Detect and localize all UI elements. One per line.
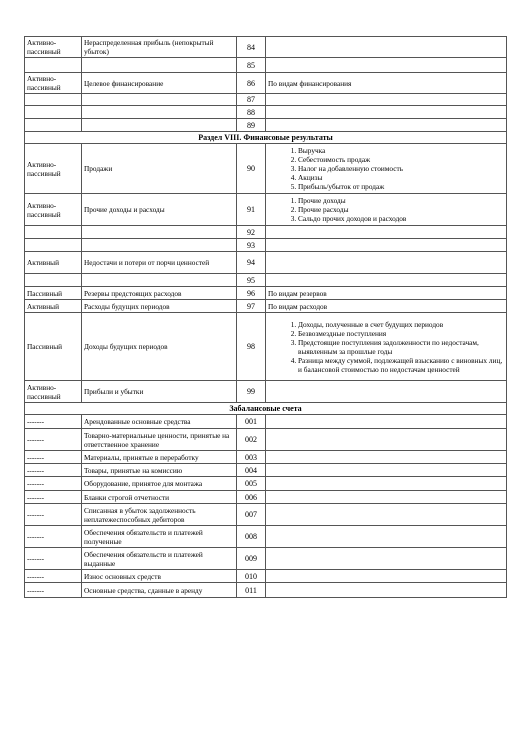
account-type-cell: ------- xyxy=(25,526,82,548)
account-type-cell: ------- xyxy=(25,491,82,504)
subaccount-item: 4. Акцизы xyxy=(298,173,504,182)
account-type-cell xyxy=(25,239,82,252)
account-type-cell: ------- xyxy=(25,548,82,570)
table-row xyxy=(25,73,507,94)
analytics-cell: По видам финансирования xyxy=(266,73,507,94)
section-header-row xyxy=(25,132,507,144)
analytics-cell xyxy=(266,504,507,526)
analytics-cell xyxy=(266,239,507,252)
subaccount-list xyxy=(268,320,504,374)
section-title: Раздел VIII. Финансовые результаты xyxy=(25,132,507,144)
table-row xyxy=(25,451,507,464)
table-row xyxy=(25,570,507,583)
account-name-cell: Резервы предстоящих расходов xyxy=(82,287,237,300)
account-name-cell: Основные средства, сданные в аренду xyxy=(82,583,237,598)
account-type-cell: ------- xyxy=(25,477,82,491)
account-type-cell: Активно-пассивный xyxy=(25,37,82,58)
analytics-cell: По видам резервов xyxy=(266,287,507,300)
account-number-cell: 86 xyxy=(237,73,266,94)
table-row xyxy=(25,58,507,73)
account-number-cell: 011 xyxy=(237,583,266,598)
table-row xyxy=(25,119,507,132)
account-name-cell: Товарно-материальные ценности, принятые на ответственное хранение xyxy=(82,429,237,451)
subaccount-list xyxy=(268,196,504,223)
account-name-cell: Обеспечения обязательств и платежей полученные xyxy=(82,526,237,548)
table-row xyxy=(25,239,507,252)
account-name-cell: Оборудование, принятое для монтажа xyxy=(82,477,237,491)
account-name-cell: Арендованные основные средства xyxy=(82,415,237,429)
account-type-cell: ------- xyxy=(25,570,82,583)
account-number-cell: 99 xyxy=(237,381,266,403)
analytics-cell xyxy=(266,58,507,73)
subaccount-item: 2. Себестоимость продаж xyxy=(298,155,504,164)
account-number-cell: 90 xyxy=(237,144,266,194)
subaccount-item: 3. Предстоящие поступления задолженности по недостачам, выявленным за прошлые годы xyxy=(298,338,504,356)
account-name-cell: Расходы будущих периодов xyxy=(82,300,237,313)
account-number-cell: 001 xyxy=(237,415,266,429)
account-number-cell: 005 xyxy=(237,477,266,491)
account-type-cell xyxy=(25,226,82,239)
account-number-cell: 91 xyxy=(237,194,266,226)
account-type-cell: ------- xyxy=(25,451,82,464)
table-row xyxy=(25,491,507,504)
analytics-cell xyxy=(266,570,507,583)
account-number-cell: 95 xyxy=(237,274,266,287)
section-header-row xyxy=(25,403,507,415)
subaccount-item: 2. Прочие расходы xyxy=(298,205,504,214)
account-number-cell: 92 xyxy=(237,226,266,239)
account-name-cell: Износ основных средств xyxy=(82,570,237,583)
account-type-cell: Активно-пассивный xyxy=(25,194,82,226)
account-number-cell: 008 xyxy=(237,526,266,548)
account-type-cell: Активный xyxy=(25,300,82,313)
analytics-cell xyxy=(266,194,507,226)
analytics-cell xyxy=(266,583,507,598)
subaccount-item: 1. Выручка xyxy=(298,146,504,155)
account-type-cell: Пассивный xyxy=(25,287,82,300)
table-row xyxy=(25,300,507,313)
subaccount-item: 3. Сальдо прочих доходов и расходов xyxy=(298,214,504,223)
section-title: Забалансовые счета xyxy=(25,403,507,415)
analytics-cell xyxy=(266,451,507,464)
account-number-cell: 97 xyxy=(237,300,266,313)
account-type-cell: Пассивный xyxy=(25,313,82,381)
account-name-cell: Бланки строгой отчетности xyxy=(82,491,237,504)
account-number-cell: 006 xyxy=(237,491,266,504)
subaccount-item: 3. Налог на добавленную стоимость xyxy=(298,164,504,173)
table-row xyxy=(25,274,507,287)
analytics-cell xyxy=(266,548,507,570)
table-row xyxy=(25,429,507,451)
account-name-cell: Продажи xyxy=(82,144,237,194)
analytics-cell xyxy=(266,119,507,132)
subaccount-item: 4. Разница между суммой, подлежащей взысканию с виновных лиц, и балансовой стоимостью по недостачам ценностей xyxy=(298,356,504,374)
analytics-cell xyxy=(266,526,507,548)
account-name-cell: Списанная в убыток задолженность неплатежеспособных дебиторов xyxy=(82,504,237,526)
account-number-cell: 009 xyxy=(237,548,266,570)
table-row xyxy=(25,144,507,194)
subaccount-item: 1. Доходы, полученные в счет будущих периодов xyxy=(298,320,504,329)
table-row xyxy=(25,415,507,429)
analytics-cell xyxy=(266,37,507,58)
table-row xyxy=(25,194,507,226)
account-type-cell: Активно-пассивный xyxy=(25,381,82,403)
analytics-cell xyxy=(266,252,507,274)
account-type-cell: Активно-пассивный xyxy=(25,144,82,194)
chart-of-accounts-table xyxy=(24,36,507,598)
table-row xyxy=(25,37,507,58)
table-row xyxy=(25,252,507,274)
analytics-cell xyxy=(266,415,507,429)
analytics-cell xyxy=(266,429,507,451)
subaccount-item: 2. Безвозмездные поступления xyxy=(298,329,504,338)
account-number-cell: 98 xyxy=(237,313,266,381)
account-type-cell: ------- xyxy=(25,464,82,477)
table-row xyxy=(25,583,507,598)
account-number-cell: 89 xyxy=(237,119,266,132)
account-name-cell: Товары, принятые на комиссию xyxy=(82,464,237,477)
account-type-cell xyxy=(25,94,82,106)
account-type-cell: Активный xyxy=(25,252,82,274)
subaccount-item: 1. Прочие доходы xyxy=(298,196,504,205)
analytics-cell xyxy=(266,313,507,381)
table-row xyxy=(25,94,507,106)
analytics-cell xyxy=(266,477,507,491)
account-type-cell: ------- xyxy=(25,504,82,526)
account-name-cell xyxy=(82,119,237,132)
account-type-cell xyxy=(25,119,82,132)
account-type-cell xyxy=(25,58,82,73)
document-page xyxy=(24,36,506,598)
analytics-cell xyxy=(266,381,507,403)
account-number-cell: 96 xyxy=(237,287,266,300)
account-name-cell: Доходы будущих периодов xyxy=(82,313,237,381)
account-number-cell: 88 xyxy=(237,106,266,119)
account-name-cell: Обеспечения обязательств и платежей выданные xyxy=(82,548,237,570)
account-number-cell: 003 xyxy=(237,451,266,464)
account-number-cell: 004 xyxy=(237,464,266,477)
account-type-cell xyxy=(25,106,82,119)
analytics-cell xyxy=(266,94,507,106)
account-name-cell xyxy=(82,226,237,239)
table-row xyxy=(25,313,507,381)
account-number-cell: 002 xyxy=(237,429,266,451)
account-number-cell: 85 xyxy=(237,58,266,73)
account-name-cell xyxy=(82,274,237,287)
table-row xyxy=(25,548,507,570)
analytics-cell xyxy=(266,464,507,477)
analytics-cell xyxy=(266,491,507,504)
table-row xyxy=(25,381,507,403)
analytics-cell xyxy=(266,144,507,194)
account-name-cell xyxy=(82,94,237,106)
account-name-cell: Прибыли и убытки xyxy=(82,381,237,403)
account-name-cell: Прочие доходы и расходы xyxy=(82,194,237,226)
subaccount-item: 5. Прибыль/убыток от продаж xyxy=(298,182,504,191)
table-row xyxy=(25,504,507,526)
account-type-cell: ------- xyxy=(25,415,82,429)
account-name-cell: Нераспределенная прибыль (непокрытый убыток) xyxy=(82,37,237,58)
subaccount-list xyxy=(268,146,504,191)
account-name-cell xyxy=(82,58,237,73)
table-row xyxy=(25,526,507,548)
analytics-cell: По видам расходов xyxy=(266,300,507,313)
account-number-cell: 94 xyxy=(237,252,266,274)
analytics-cell xyxy=(266,226,507,239)
account-name-cell: Материалы, принятые в переработку xyxy=(82,451,237,464)
account-type-cell: ------- xyxy=(25,583,82,598)
account-number-cell: 87 xyxy=(237,94,266,106)
account-name-cell xyxy=(82,239,237,252)
account-number-cell: 84 xyxy=(237,37,266,58)
account-type-cell: ------- xyxy=(25,429,82,451)
analytics-cell xyxy=(266,274,507,287)
table-row xyxy=(25,287,507,300)
account-name-cell xyxy=(82,106,237,119)
table-row xyxy=(25,477,507,491)
account-name-cell: Целевое финансирование xyxy=(82,73,237,94)
account-name-cell: Недостачи и потери от порчи ценностей xyxy=(82,252,237,274)
analytics-cell xyxy=(266,106,507,119)
table-row xyxy=(25,106,507,119)
account-number-cell: 010 xyxy=(237,570,266,583)
account-number-cell: 93 xyxy=(237,239,266,252)
account-type-cell: Активно-пассивный xyxy=(25,73,82,94)
table-row xyxy=(25,464,507,477)
account-number-cell: 007 xyxy=(237,504,266,526)
table-row xyxy=(25,226,507,239)
account-type-cell xyxy=(25,274,82,287)
